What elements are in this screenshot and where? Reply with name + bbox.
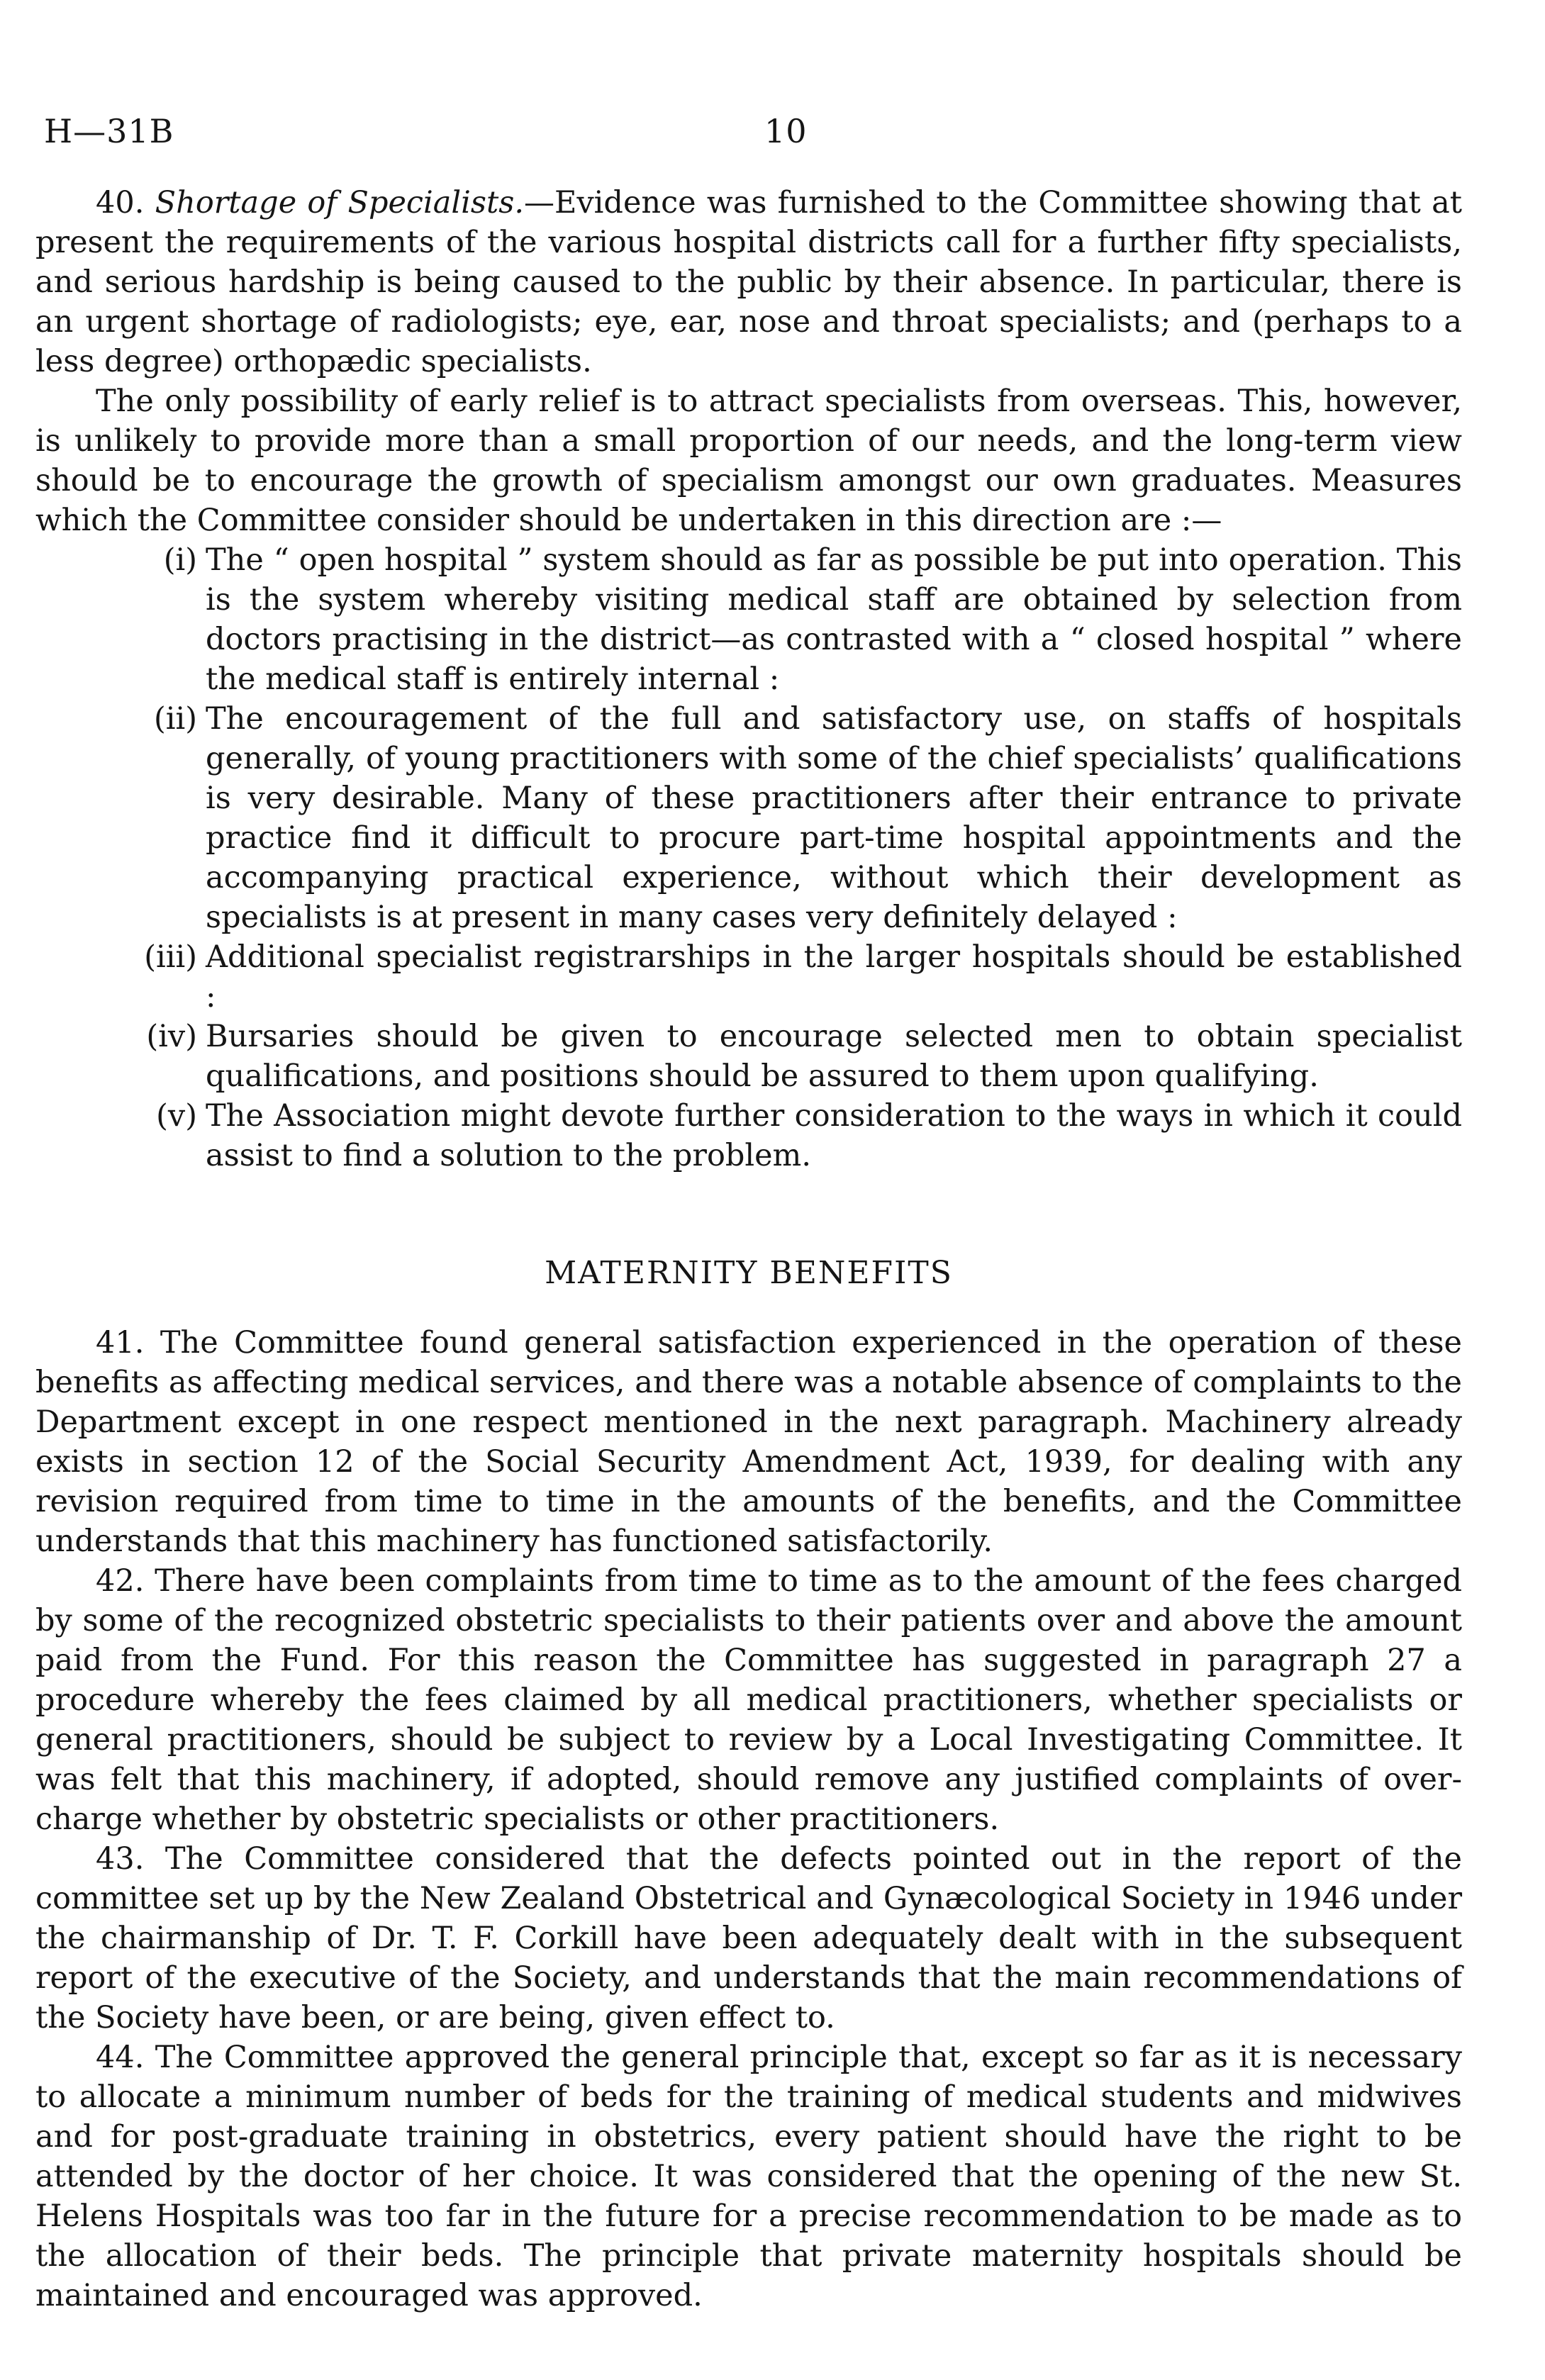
list-item-number: (iii) [144,939,197,975]
page-header [44,112,1501,155]
list-item-number: (ii) [153,701,197,737]
page-body [35,183,1462,2315]
list-item [35,1017,1462,1096]
page-number: 10 [764,112,808,150]
list-item [35,699,1462,937]
paragraph-43: 43. The Committee considered that the defects pointed out in the report of the committee set up by the New Zealand Obstetrical and Gynæcological Society in 1946 under the chairmanship of Dr. T. F. Corkill have been adequately dealt with in the subsequent report of the executive of the Society, and understands that the main recommendations of the Society have been, or are being, given effect to. [35,1841,1462,2035]
paragraph-40-continued: The only possibility of early relief is to attract specialists from overseas. This, however, is unlikely to provide more than a small proportion of our needs, and the long-term view should be to encourage the growth of specialism amongst our own graduates. Measures which the Committee consider should be undertaken in this direction are :— [35,384,1462,538]
paragraph-41: 41. The Committee found general satisfaction experienced in the operation of these benefits as affecting medical services, and there was a notable absence of complaints to the Department except in one respect mentioned in the next paragraph. Machinery already exists in section 12 of the Social Security Amendment Act, 1939, for dealing with any revision required from time to time in the amounts of the benefits, and the Committee understands that this machinery has functioned satisfactorily. [35,1325,1462,1559]
section-title: MATERNITY BENEFITS [545,1255,953,1291]
paragraph-40 [35,183,1462,381]
list-item-text: Additional specialist registrarships in the larger hospitals should be established : [206,939,1462,1015]
document-reference: H—31B [44,112,174,150]
list-item-number: (i) [163,542,197,578]
section-heading: Shortage of Specialists. [155,185,524,220]
list-item-text: The encouragement of the full and satisfactory use, on staffs of hospitals generally, of young practitioners with some of the chief specialists’ qualifications is very desirable. Many of these practitioners after their entrance to private practice find it difficult to procure part-time hospital appointments and the accompanying practical experience, without which their development as specialists is at present in many cases very definitely delayed : [206,701,1462,935]
paragraph-44: 44. The Committee approved the general principle that, except so far as it is necessary to allocate a minimum number of beds for the training of medical students and midwives and for post-graduate training in obstetrics, every patient should have the right to be attended by the doctor of her choice. It was considered that the opening of the new St. Helens Hospitals was too far in the future for a precise recommendation to be made as to the allocation of their beds. The principle that private maternity hospitals should be maintained and encouraged was approved. [35,2040,1462,2313]
list-item-text: The Association might devote further consideration to the ways in which it could assist to find a solution to the problem. [206,1098,1462,1173]
list-item-text: The “ open hospital ” system should as far as possible be put into operation. This is the system whereby visiting medical staff are obtained by selection from doctors practising in the district—as contrasted with a “ closed hospital ” where the medical staff is entirely internal : [206,542,1462,697]
list-item [35,937,1462,1017]
paragraph-text: —Evidence was furnished to the Committee showing that at present the requirements of the various hospital districts call for a further fifty specialists, and serious hardship is being caused to the public by their absence. In particular, there is an urgent shortage of radiologists; eye, ear, nose and throat specialists; and (perhaps to a less degree) orthopædic specialists. [35,185,1463,379]
paragraph-42: 42. There have been complaints from time to time as to the amount of the fees charged by some of the recognized obstetric specialists to their patients over and above the amount paid from the Fund. For this reason the Committee has suggested in paragraph 27 a procedure whereby the fees claimed by all medical practitioners, whether specialists or general practitioners, should be subject to review by a Local Investigating Committee. It was felt that this machinery, if adopted, should remove any justified complaints of over-charge whether by obstetric specialists or other practitioners. [35,1563,1462,1837]
list-item [35,1096,1462,1175]
list-item [35,540,1462,699]
list-item-number: (iv) [146,1019,197,1054]
measures-list [35,540,1462,1175]
list-item-text: Bursaries should be given to encourage selected men to obtain specialist qualifications, and positions should be assured to them upon qualifying. [206,1019,1462,1094]
list-item-number: (v) [156,1098,197,1134]
paragraph-number: 40. [96,185,145,220]
